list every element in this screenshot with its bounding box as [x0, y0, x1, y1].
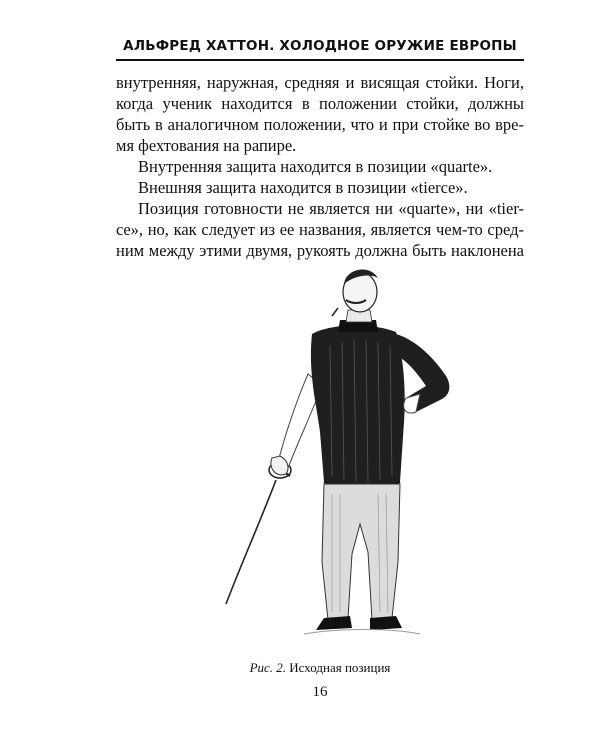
header-rule: [116, 59, 524, 61]
text-line: внутренняя, наружная, средняя и висящая стойки. Ноги,: [116, 73, 524, 92]
text-line: Внешняя защита находится в позиции «tierce».: [138, 178, 468, 197]
caption-label: Рис. 2.: [249, 660, 287, 675]
page-number: 16: [312, 684, 328, 700]
text-line: Позиция готовности не является ни «quarte», ни «tier-: [138, 199, 524, 218]
text-line: ним между этими двумя, рукоять должна быть наклонена: [116, 241, 524, 260]
caption-text: Исходная позиция: [289, 660, 391, 675]
figure-caption: [116, 660, 524, 676]
text-line: мя фехтования на рапире.: [116, 136, 297, 155]
running-header: АЛЬФРЕД ХАТТОН. ХОЛОДНОЕ ОРУЖИЕ ЕВРОПЫ: [123, 38, 517, 54]
text-line: быть в аналогичном положении, что и при стойке во вре-: [116, 115, 524, 134]
fencer-illustration: [220, 262, 480, 642]
text-line: Внутренняя защита находится в позиции «quarte».: [138, 157, 493, 176]
text-line: когда ученик находится в положении стойки, должны: [116, 94, 524, 113]
body-text: [116, 72, 524, 261]
text-line: ce», но, как следует из ее названия, является чем-то сред-: [116, 220, 524, 239]
